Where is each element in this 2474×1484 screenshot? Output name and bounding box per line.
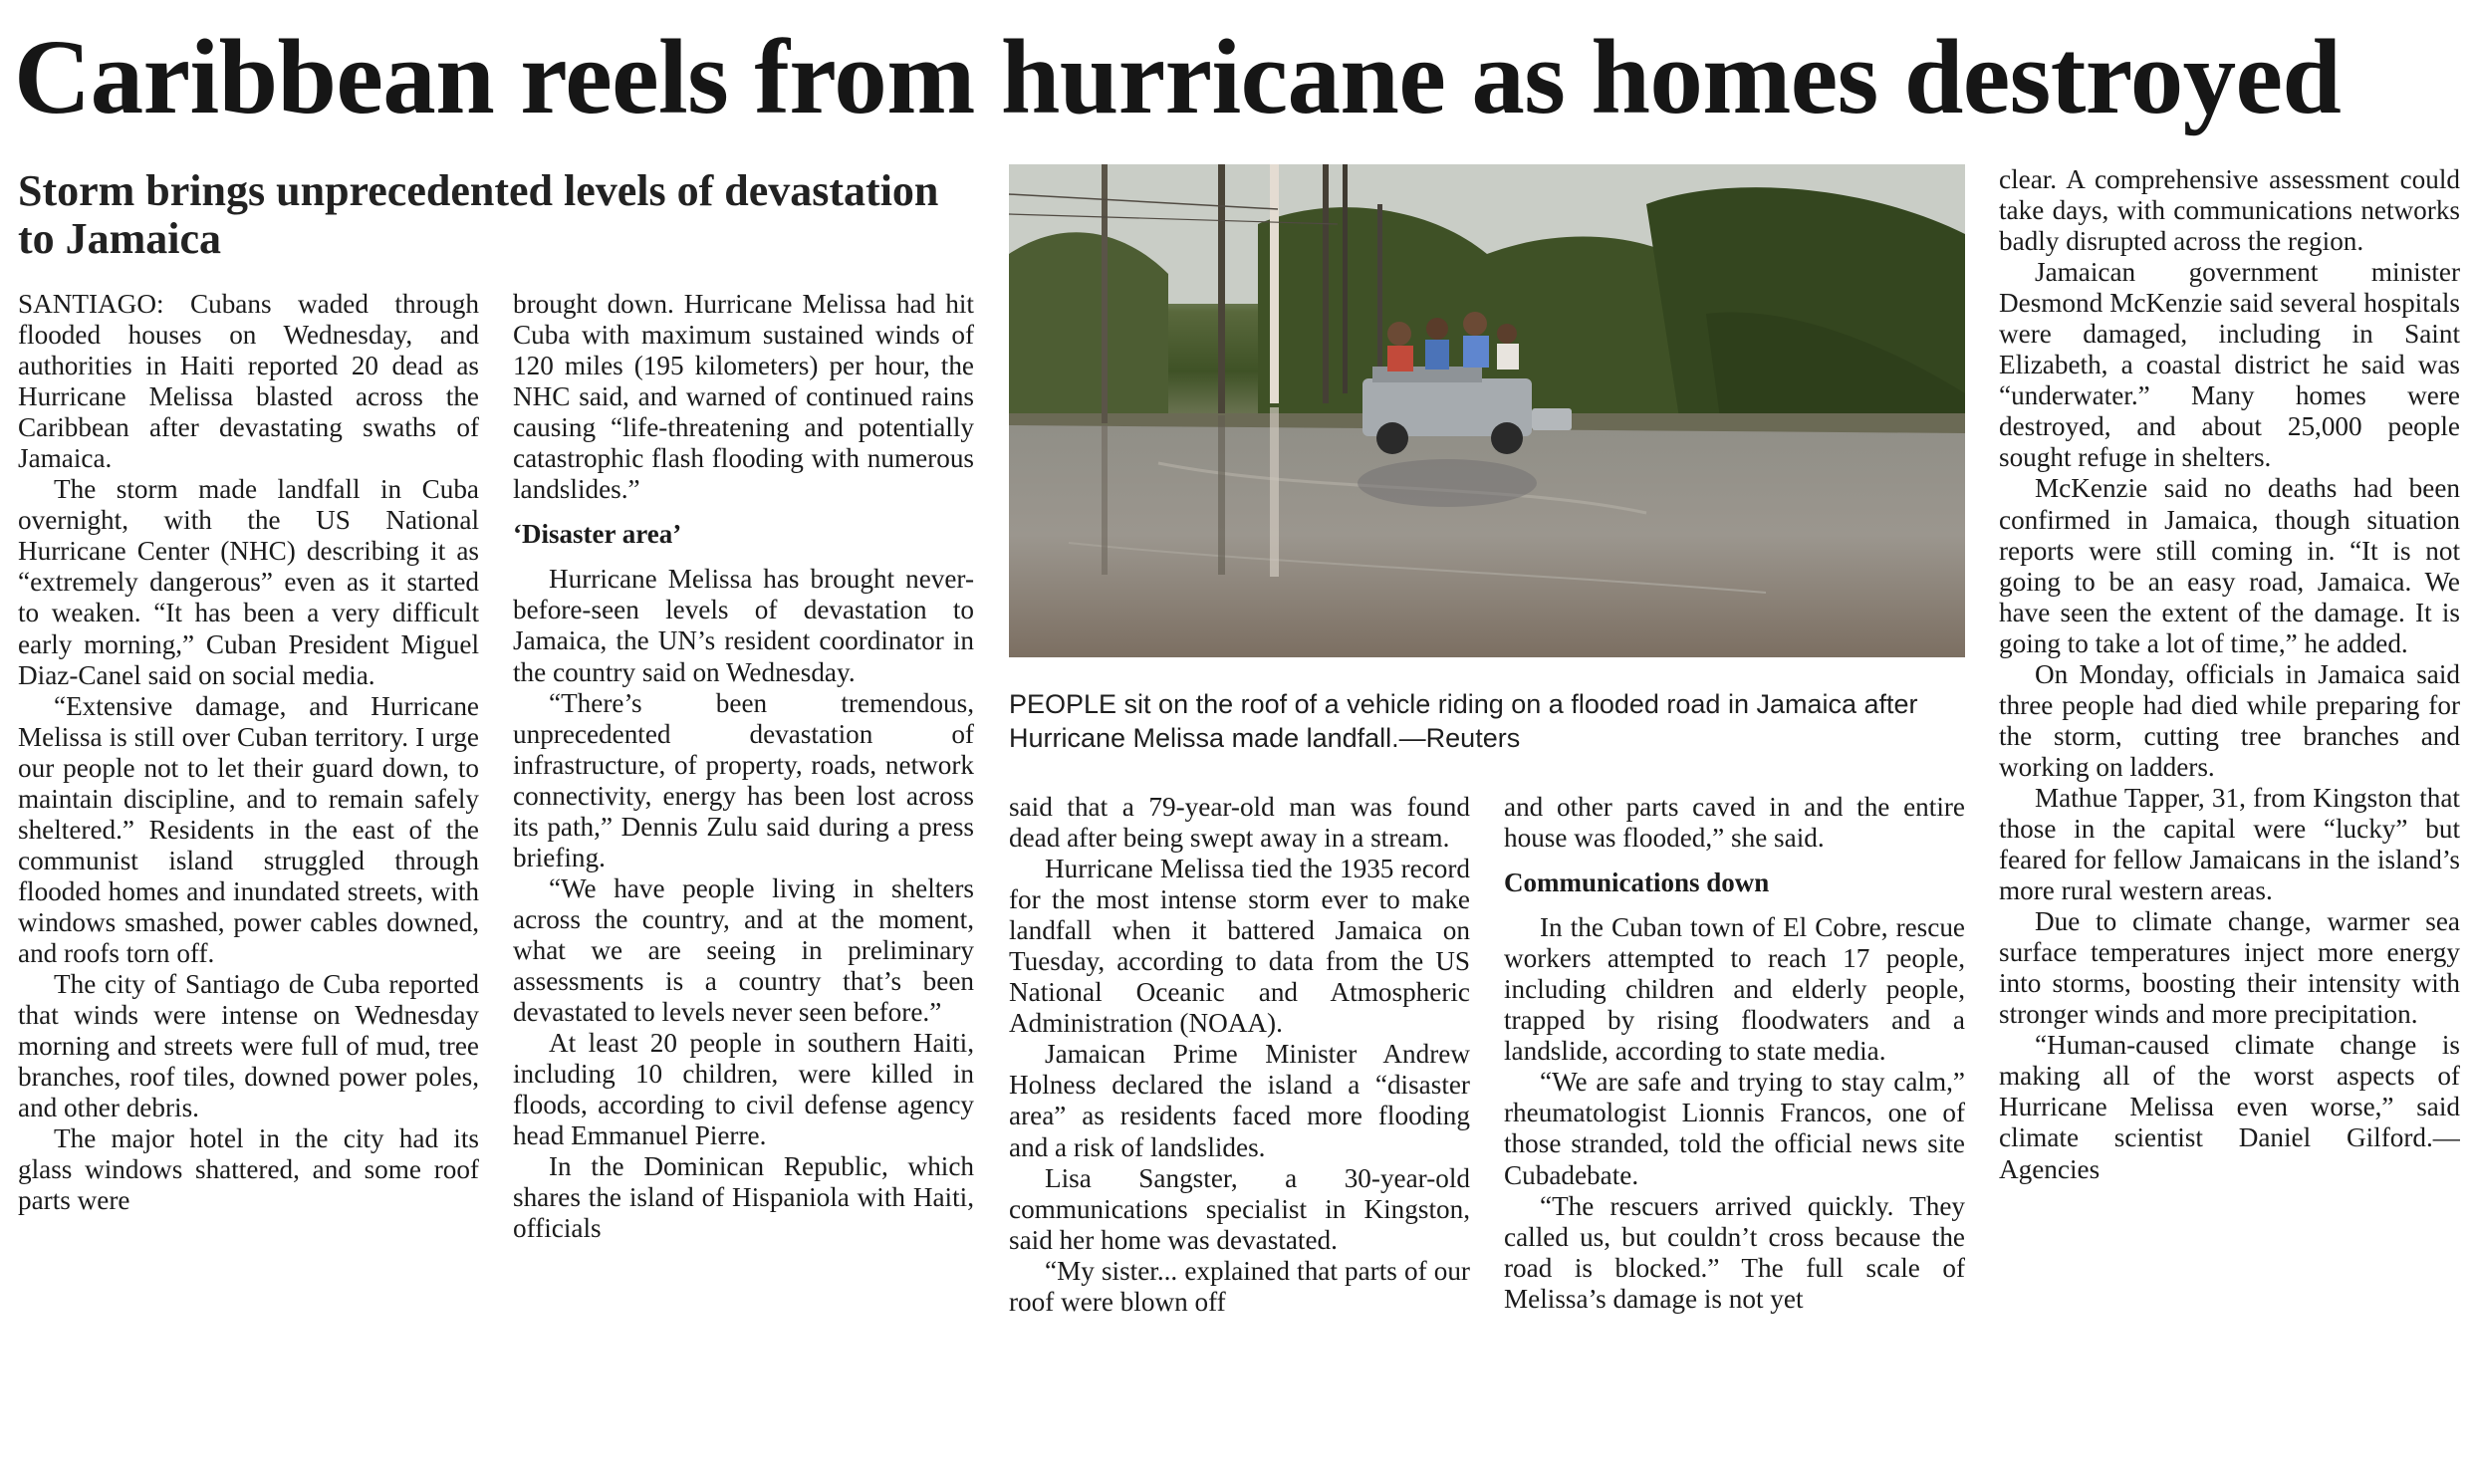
article-column-5 <box>1999 164 2460 1474</box>
paragraph: Mathue Tapper, 31, from Kingston that those in the capital were “lucky” but feared for fellow Jamaicans in the island’s more rural western areas. <box>1999 782 2460 906</box>
paragraph: On Monday, officials in Jamaica said three people had died while preparing for the storm, cutting tree branches and working on ladders. <box>1999 658 2460 782</box>
paragraph: “We are safe and trying to stay calm,” rheumatologist Lionnis Francos, one of those stranded, told the official news site Cubadebate. <box>1504 1067 1965 1190</box>
paragraph: “There’s been tremendous, unprecedented devastation of infrastructure, of property, roads, network connectivity, energy has been lost across its path,” Dennis Zulu said during a press briefing. <box>513 687 974 872</box>
paragraph: “We have people living in shelters across the country, and at the moment, what we are seeing in preliminary assessments is a country that’s been devastated to levels never seen before.” <box>513 872 974 1028</box>
headline: Caribbean reels from hurricane as homes destroyed <box>14 19 2342 136</box>
paragraph: Jamaican government minister Desmond McKenzie said several hospitals were damaged, including in Saint Elizabeth, a coastal district he said was “underwater.” Many homes were destroyed, and about 25,000 people sought refuge in shelters. <box>1999 257 2460 473</box>
paragraph: In the Cuban town of El Cobre, rescue workers attempted to reach 17 people, including children and elderly people, trapped by rising floodwaters and a landslide, according to state media. <box>1504 912 1965 1067</box>
paragraph: “My sister... explained that parts of our roof were blown off <box>1009 1255 1470 1317</box>
paragraph-continuation: said that a 79-year-old man was found dead after being swept away in a stream. <box>1009 792 1470 854</box>
article-column-2 <box>513 289 974 1474</box>
section-heading-communications-down: Communications down <box>1504 867 1770 898</box>
paragraph: SANTIAGO: Cubans waded through flooded houses on Wednesday, and authorities in Haiti reported 20 dead as Hurricane Melissa blasted across the Caribbean after devastating swaths of Jamaica. <box>18 289 479 474</box>
paragraph: Due to climate change, warmer sea surface temperatures inject more energy into storms, boosting their intensity with stronger winds and more precipitation. <box>1999 906 2460 1030</box>
paragraph-continuation: brought down. Hurricane Melissa had hit Cuba with maximum sustained winds of 120 miles (195 kilometers) per hour, the NHC said, and warned of continued rains causing “life-threatening and potentially catastrophic flash flooding with numerous landslides.” <box>513 289 974 505</box>
paragraph: “The rescuers arrived quickly. They called us, but couldn’t cross because the road is blocked.” The full scale of Melissa’s damage is not yet <box>1504 1190 1965 1314</box>
paragraph: “Human-caused climate change is making all of the worst aspects of Hurricane Melissa even worse,” said climate scientist Daniel Gilford.—Agencies <box>1999 1030 2460 1184</box>
paragraph: At least 20 people in southern Haiti, including 10 children, were killed in floods, according to civil defense agency head Emmanuel Pierre. <box>513 1028 974 1151</box>
paragraph: The storm made landfall in Cuba overnight, with the US National Hurricane Center (NHC) describing it as “extremely dangerous” even as it started to weaken. “It has been a very difficult early morning,” Cuban President Miguel Diaz-Canel said on social media. <box>18 474 479 690</box>
section-heading-disaster-area: ‘Disaster area’ <box>513 519 682 550</box>
photo-illustration <box>1009 164 1965 657</box>
paragraph: The city of Santiago de Cuba reported that winds were intense on Wednesday morning and streets were full of mud, tree branches, roof tiles, downed power poles, and other debris. <box>18 969 479 1123</box>
paragraph: The major hotel in the city had its glass windows shattered, and some roof parts were <box>18 1123 479 1216</box>
article-column-1 <box>18 289 479 1474</box>
paragraph-continuation: clear. A comprehensive assessment could take days, with communications networks badly disrupted across the region. <box>1999 164 2460 257</box>
subheadline: Storm brings unprecedented levels of devastation to Jamaica <box>18 166 939 263</box>
paragraph: Jamaican Prime Minister Andrew Holness declared the island a “disaster area” as residents faced more flooding and a risk of landslides. <box>1009 1039 1470 1162</box>
paragraph: Hurricane Melissa tied the 1935 record for the most intense storm ever to make landfall when it battered Jamaica on Tuesday, according to data from the US National Oceanic and Atmospheric Administration (NOAA). <box>1009 854 1470 1039</box>
paragraph: McKenzie said no deaths had been confirmed in Jamaica, though situation reports were still coming in. “It is not going to be an easy road, Jamaica. We have seen the extent of the damage. It is going to take a lot of time,” he added. <box>1999 473 2460 658</box>
article-column-3 <box>1009 792 1470 1474</box>
paragraph: Lisa Sangster, a 30-year-old communications specialist in Kingston, said her home was devastated. <box>1009 1162 1470 1255</box>
article-column-4 <box>1504 792 1965 1474</box>
flooded-road-photo <box>1009 164 1965 657</box>
photo-caption: PEOPLE sit on the roof of a vehicle riding on a flooded road in Jamaica after Hurricane Melissa made landfall.—Reuters <box>1009 689 1918 753</box>
paragraph: Hurricane Melissa has brought never-before-seen levels of devastation to Jamaica, the UN’s resident coordinator in the country said on Wednesday. <box>513 564 974 687</box>
paragraph: “Extensive damage, and Hurricane Melissa is still over Cuban territory. I urge our people not to let their guard down, to maintain discipline, and to remain safely sheltered.” Residents in the east of the communist island struggled through flooded homes and inundated streets, with windows smashed, power cables downed, and roofs torn off. <box>18 690 479 968</box>
paragraph-continuation: and other parts caved in and the entire house was flooded,” she said. <box>1504 792 1965 854</box>
paragraph: In the Dominican Republic, which shares the island of Hispaniola with Haiti, officials <box>513 1151 974 1244</box>
